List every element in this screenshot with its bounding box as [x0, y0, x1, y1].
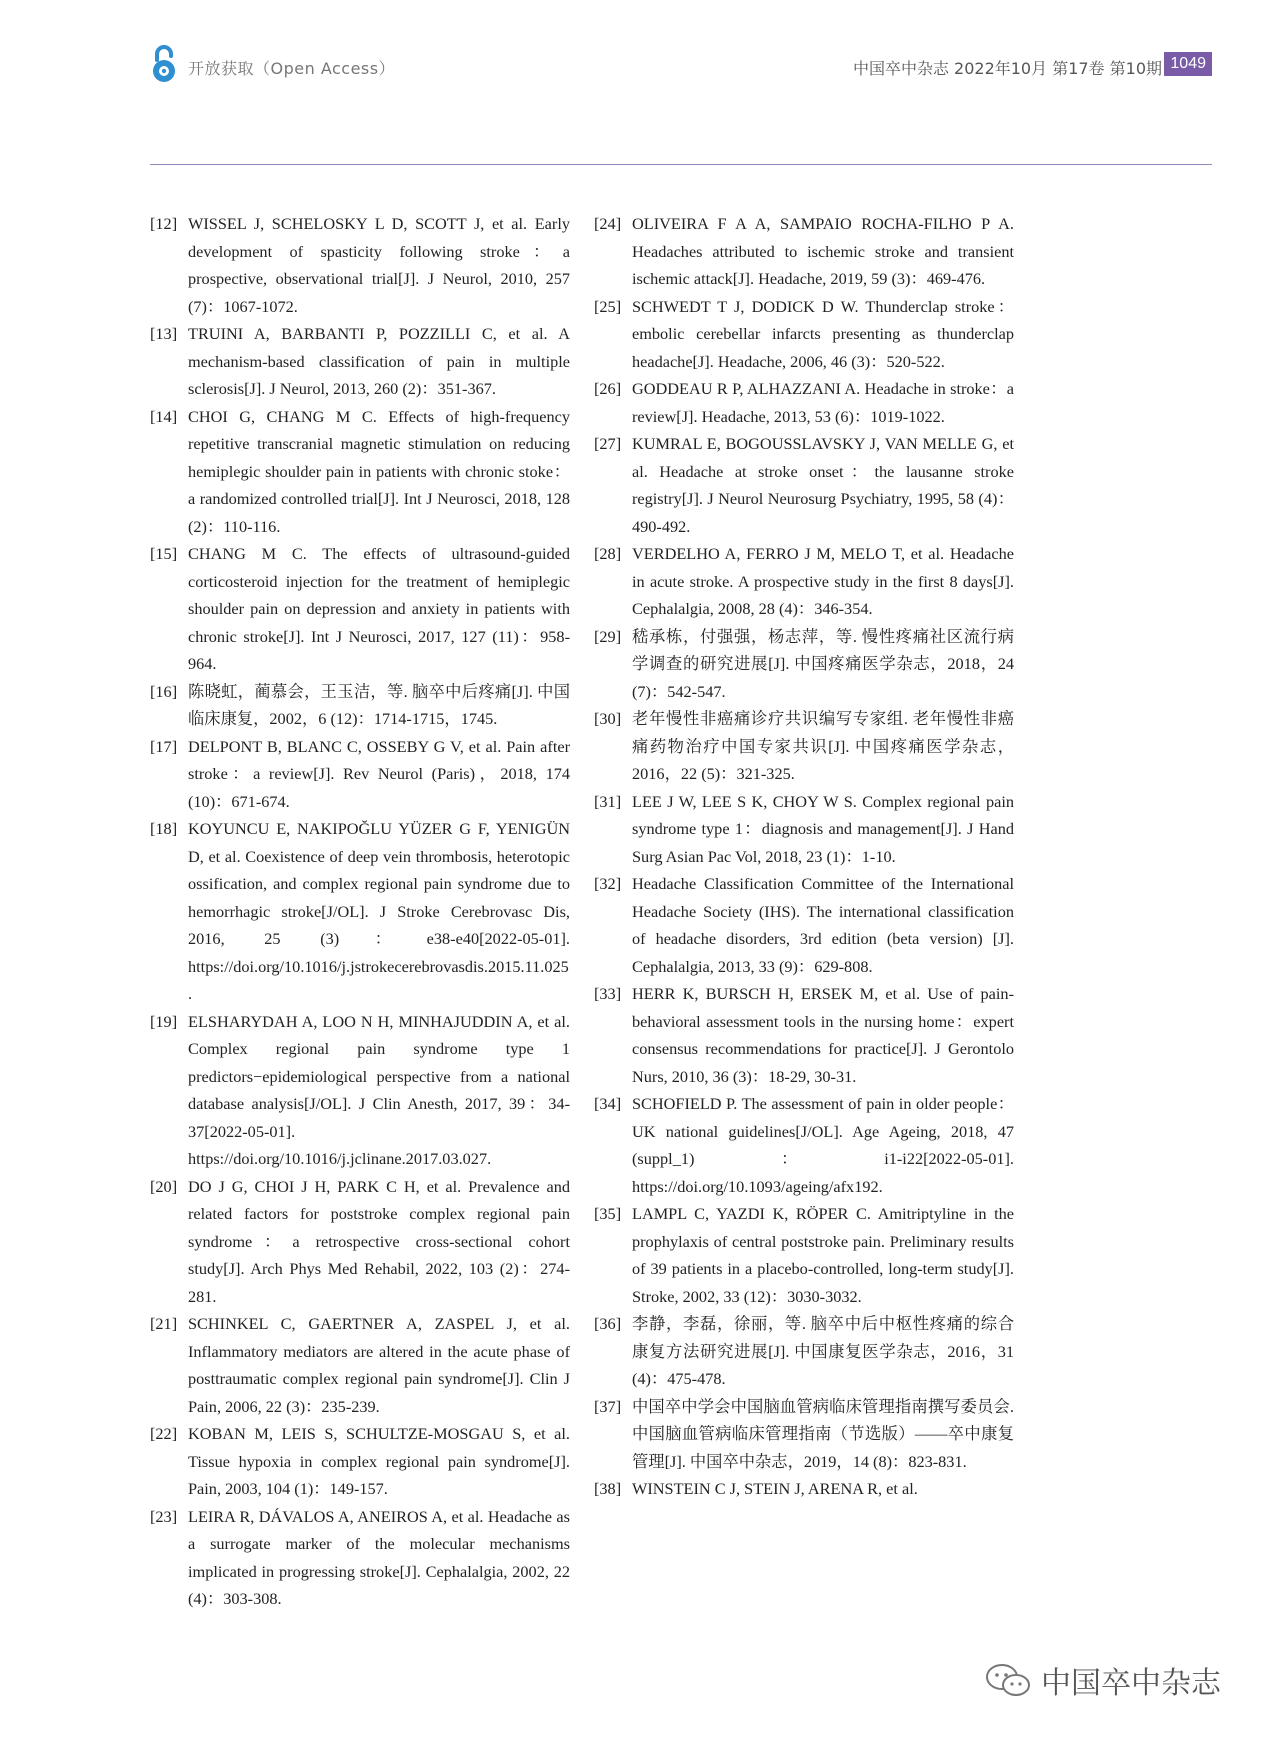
reference-text: TRUINI A, BARBANTI P, POZZILLI C, et al. A mechanism-based classification of pain in multiple sclerosis[J]. J Neurol, 2013, 260 (2)：351-367. [188, 324, 570, 398]
reference-number: [38] [594, 1479, 622, 1498]
reference-item [594, 623, 1014, 706]
reference-text: LAMPL C, YAZDI K, RÖPER C. Amitriptyline in the prophylaxis of central poststroke pain. Preliminary results of 39 patients in a placebo-controlled, long-term study[J]. Stroke, 2002, 33 (12)：3030-3032. [632, 1204, 1014, 1306]
reference-number: [26] [594, 379, 622, 398]
reference-number: [17] [150, 736, 178, 756]
reference-item [594, 1475, 1014, 1503]
reference-item [150, 1008, 570, 1173]
reference-number: [14] [150, 406, 178, 426]
reference-number: [32] [594, 874, 622, 893]
reference-item [594, 705, 1014, 788]
reference-text: SCHOFIELD P. The assessment of pain in older people：UK national guidelines[J/OL]. Age Ageing, 2018, 47 (suppl_1)：i1-i22[2022-05-01]. https://doi.org/10.1093/ageing/afx192. [632, 1094, 1014, 1196]
reference-text: CHANG M C. The effects of ultrasound-guided corticosteroid injection for the treatment of hemiplegic shoulder pain on depression and anxiety in patients with chronic stroke[J]. Int J Neurosci, 2017, 127 (11)：958-964. [188, 544, 570, 673]
reference-item [594, 870, 1014, 980]
reference-number: [18] [150, 819, 178, 838]
reference-item [150, 210, 570, 320]
references-left-column [150, 210, 570, 1613]
reference-number: [34] [594, 1094, 622, 1113]
reference-number: [35] [594, 1204, 622, 1223]
reference-item [150, 815, 570, 1008]
reference-text: 嵇承栋，付强强，杨志萍，等. 慢性疼痛社区流行病学调查的研究进展[J]. 中国疼痛医学杂志，2018，24 (7)：542-547. [632, 626, 1014, 701]
reference-text: KOBAN M, LEIS S, SCHULTZE-MOSGAU S, et al. Tissue hypoxia in complex regional pain syndrome[J]. Pain, 2003, 104 (1)：149-157. [188, 1424, 570, 1498]
header-divider [150, 164, 1212, 165]
reference-number: [36] [594, 1314, 622, 1333]
reference-item [594, 430, 1014, 540]
watermark [985, 1658, 1221, 1702]
reference-text: 中国卒中学会中国脑血管病临床管理指南撰写委员会. 中国脑血管病临床管理指南（节选版）——卒中康复管理[J]. 中国卒中杂志，2019，14 (8)：823-831. [632, 1396, 1014, 1471]
references-right-column [594, 210, 1014, 1503]
reference-text: HERR K, BURSCH H, ERSEK M, et al. Use of pain-behavioral assessment tools in the nursing home：expert consensus recommendations for practice[J]. J Gerontolo Nurs, 2010, 36 (3)：18-29, 30-31. [632, 984, 1014, 1086]
reference-number: [37] [594, 1396, 622, 1416]
reference-item [594, 375, 1014, 430]
reference-item [594, 980, 1014, 1090]
reference-item [150, 1173, 570, 1311]
reference-item [150, 320, 570, 403]
reference-text: WINSTEIN C J, STEIN J, ARENA R, et al. [632, 1479, 918, 1498]
reference-text: WISSEL J, SCHELOSKY L D, SCOTT J, et al. Early development of spasticity following stroke：a prospective, observational trial[J]. J Neurol, 2010, 257 (7)：1067-1072. [188, 214, 570, 316]
reference-text: VERDELHO A, FERRO J M, MELO T, et al. Headache in acute stroke. A prospective study in the first 8 days[J]. Cephalalgia, 2008, 28 (4)：346-354. [632, 544, 1014, 618]
reference-number: [19] [150, 1011, 178, 1031]
reference-text: 陈晓虹，蔺慕会，王玉洁，等. 脑卒中后疼痛[J]. 中国临床康复，2002，6 (12)：1714-1715，1745. [188, 681, 570, 728]
reference-text: OLIVEIRA F A A, SAMPAIO ROCHA-FILHO P A. Headaches attributed to ischemic stroke and transient ischemic attack[J]. Headache, 2019, 59 (3)：469-476. [632, 214, 1014, 288]
reference-text: Headache Classification Committee of the International Headache Society (IHS). The international classification of headache disorders, 3rd edition (beta version) [J]. Cephalalgia, 2013, 33 (9)：629-808. [632, 874, 1014, 976]
reference-item [150, 403, 570, 541]
reference-item [594, 1090, 1014, 1200]
reference-number: [33] [594, 984, 622, 1003]
reference-text: LEE J W, LEE S K, CHOY W S. Complex regional pain syndrome type 1：diagnosis and management[J]. J Hand Surg Asian Pac Vol, 2018, 23 (1)：1-10. [632, 791, 1014, 866]
reference-text: SCHINKEL C, GAERTNER A, ZASPEL J, et al. Inflammatory mediators are altered in the acute phase of posttraumatic complex regional pain syndrome[J]. Clin J Pain, 2006, 22 (3)：235-239. [188, 1314, 570, 1416]
reference-number: [20] [150, 1176, 178, 1196]
reference-number: [13] [150, 324, 178, 343]
journal-info: 中国卒中杂志 2022年10月 第17卷 第10期 [852, 59, 1162, 78]
reference-item [150, 678, 570, 733]
watermark-text: 中国卒中杂志 [1041, 1666, 1221, 1701]
reference-number: [28] [594, 544, 622, 563]
reference-number: [30] [594, 709, 622, 728]
reference-number: [29] [594, 626, 622, 646]
reference-text: 李静，李磊，徐丽，等. 脑卒中后中枢性疼痛的综合康复方法研究进展[J]. 中国康复医学杂志，2016，31 (4)：475-478. [632, 1314, 1014, 1388]
reference-text: DO J G, CHOI J H, PARK C H, et al. Prevalence and related factors for poststroke complex regional pain syndrome：a retrospective cross-sectional cohort study[J]. Arch Phys Med Rehabil, 2022, 103 (2)：274-281. [188, 1176, 570, 1306]
reference-item [594, 293, 1014, 376]
reference-number: [22] [150, 1424, 178, 1443]
reference-item [594, 1393, 1014, 1476]
open-access-lock-icon [150, 44, 178, 84]
reference-number: [12] [150, 214, 178, 233]
reference-text: KOYUNCU E, NAKIPOĞLU YÜZER G F, YENIGÜN D, et al. Coexistence of deep vein thrombosis, heterotopic ossification, and complex regional pain syndrome due to hemorrhagic stroke[J/OL]. J Stroke Cerebrovasc Dis, 2016, 25 (3)：e38-e40[2022-05-01]. https://doi.org/10.1016/j.jstrokecerebrovasdis.2015.11.025. [188, 819, 570, 1003]
reference-item [594, 1310, 1014, 1393]
reference-text: LEIRA R, DÁVALOS A, ANEIROS A, et al. Headache as a surrogate marker of the molecular mechanisms implicated in progressing stroke[J]. Cephalalgia, 2002, 22 (4)：303-308. [188, 1506, 570, 1608]
reference-item [150, 733, 570, 816]
reference-text: DELPONT B, BLANC C, OSSEBY G V, et al. Pain after stroke：a review[J]. Rev Neurol (Paris)，2018, 174 (10)：671-674. [188, 736, 570, 811]
reference-number: [15] [150, 544, 178, 563]
reference-item [150, 1503, 570, 1613]
reference-number: [31] [594, 791, 622, 811]
reference-item [150, 1310, 570, 1420]
wechat-icon [985, 1663, 1031, 1697]
reference-item [594, 540, 1014, 623]
open-access-label: 开放获取（Open Access） [188, 59, 396, 78]
reference-item [150, 1420, 570, 1503]
page-number-badge: 1049 [1164, 52, 1212, 76]
reference-number: [16] [150, 681, 178, 701]
reference-item [150, 540, 570, 678]
reference-text: 老年慢性非癌痛诊疗共识编写专家组. 老年慢性非癌痛药物治疗中国专家共识[J]. 中国疼痛医学杂志，2016，22 (5)：321-325. [632, 709, 1014, 783]
reference-text: SCHWEDT T J, DODICK D W. Thunderclap stroke：embolic cerebellar infarcts presenting as thunderclap headache[J]. Headache, 2006, 46 (3)：520-522. [632, 296, 1014, 371]
reference-text: KUMRAL E, BOGOUSSLAVSKY J, VAN MELLE G, et al. Headache at stroke onset：the lausanne stroke registry[J]. J Neurol Neurosurg Psychiatry, 1995, 58 (4)：490-492. [632, 434, 1014, 536]
reference-number: [25] [594, 296, 622, 316]
reference-number: [21] [150, 1314, 178, 1333]
reference-text: ELSHARYDAH A, LOO N H, MINHAJUDDIN A, et al. Complex regional pain syndrome type 1 predictors−epidemiological perspective from a national database analysis[J/OL]. J Clin Anesth, 2017, 39：34-37[2022-05-01]. https://doi.org/10.1016/j.jclinane.2017.03.027. [188, 1011, 570, 1168]
reference-text: CHOI G, CHANG M C. Effects of high-frequency repetitive transcranial magnetic stimulation on reducing hemiplegic shoulder pain in patients with chronic stoke：a randomized controlled trial[J]. Int J Neurosci, 2018, 128 (2)：110-116. [188, 406, 570, 536]
reference-number: [24] [594, 214, 622, 233]
reference-text: GODDEAU R P, ALHAZZANI A. Headache in stroke：a review[J]. Headache, 2013, 53 (6)：1019-1022. [632, 379, 1014, 426]
page-header [150, 40, 1212, 96]
reference-item [594, 788, 1014, 871]
reference-item [594, 210, 1014, 293]
reference-number: [23] [150, 1506, 178, 1526]
reference-number: [27] [594, 434, 622, 453]
reference-item [594, 1200, 1014, 1310]
